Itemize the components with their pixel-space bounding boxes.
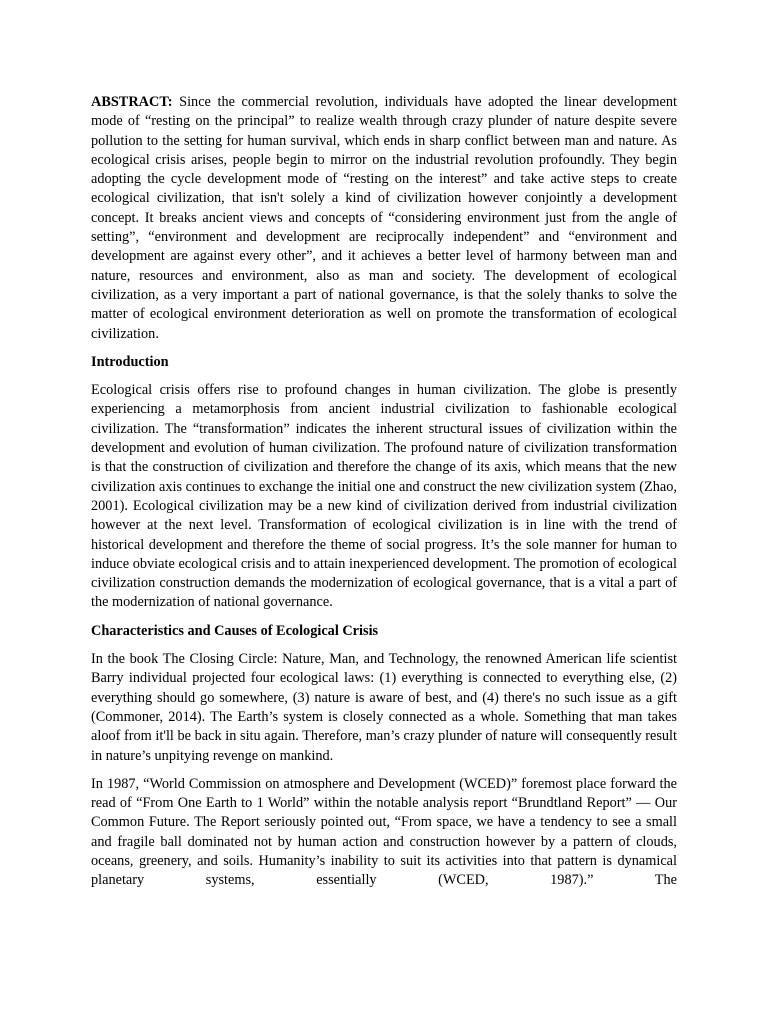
commoner-paragraph: In the book The Closing Circle: Nature, Man, and Technology, the renowned American life scientist Barry individual projected four ecological laws: (1) everything is connected to everything else, (2) everything should go somewhere, (3) nature is aware of best, and (4) there's no such issue as a gift (Commoner, 2014). The Earth’s system is closely connected as a whole. Something that man takes aloof from it'll be back in situ again. Therefore, man’s crazy plunder of nature will consequently result in nature’s unpitying revenge on mankind. (91, 651, 677, 764)
abstract-paragraph (91, 93, 677, 344)
wced-paragraph: In 1987, “World Commission on atmosphere and Development (WCED)” foremost place forward the read of “From One Earth to 1 World” within the notable analysis report “Brundtland Report” — Our Common Future. The Report seriously pointed out, “From space, we have a tendency to see a small and fragile ball dominated not by human action and construction however by a pattern of clouds, oceans, greenery, and soils. Humanity’s inability to suit its activities into that pattern is dynamical planetary systems, essentially (WCED, 1987).” The (91, 775, 677, 889)
section-heading-characteristics: Characteristics and Causes of Ecological Crisis (91, 622, 379, 639)
document-page (91, 93, 677, 900)
introduction-paragraph: Ecological crisis offers rise to profound changes in human civilization. The globe is presently experiencing a metamorphosis from ancient industrial civilization to fashionable ecological civilization. The “transformation” indicates the inherent structural issues of civilization within the development and evolution of human civilization. The profound nature of civilization transformation is that the construction of civilization and therefore the change of its axis, which means that the new civilization axis continues to exchange the initial one and construct the new civilization system (Zhao, 2001). Ecological civilization may be a new kind of civilization derived from industrial civilization however at the next level. Transformation of ecological civilization is in line with the trend of historical development and therefore the theme of social progress. It’s the sole manner for human to induce obviate ecological crisis and to attain inexperienced development. The promotion of ecological civilization construction demands the modernization of ecological governance, that is a vital a part of the modernization of national governance. (91, 382, 677, 611)
abstract-label: ABSTRACT: (91, 94, 173, 110)
section-heading-introduction: Introduction (91, 353, 169, 370)
abstract-text: Since the commercial revolution, individuals have adopted the linear development mode of “resting on the principal” to realize wealth through crazy plunder of nature despite severe pollution to the setting for human survival, which ends in sharp conflict between man and nature. As ecological crisis arises, people begin to mirror on the industrial revolution profoundly. They begin adopting the cycle development mode of “resting on the interest” and take active steps to create ecological civilization, that isn't solely a kind of civilization however conjointly a development concept. It breaks ancient views and concepts of “considering environment just from the angle of setting”, “environment and development are reciprocally independent” and “environment and development are against every other”, and it achieves a better level of harmony between man and nature, resources and environment, also as man and society. The development of ecological civilization, as a very important a part of national governance, is that the solely thanks to solve the matter of ecological environment deterioration as well on promote the transformation of ecological civilization. (91, 94, 677, 342)
